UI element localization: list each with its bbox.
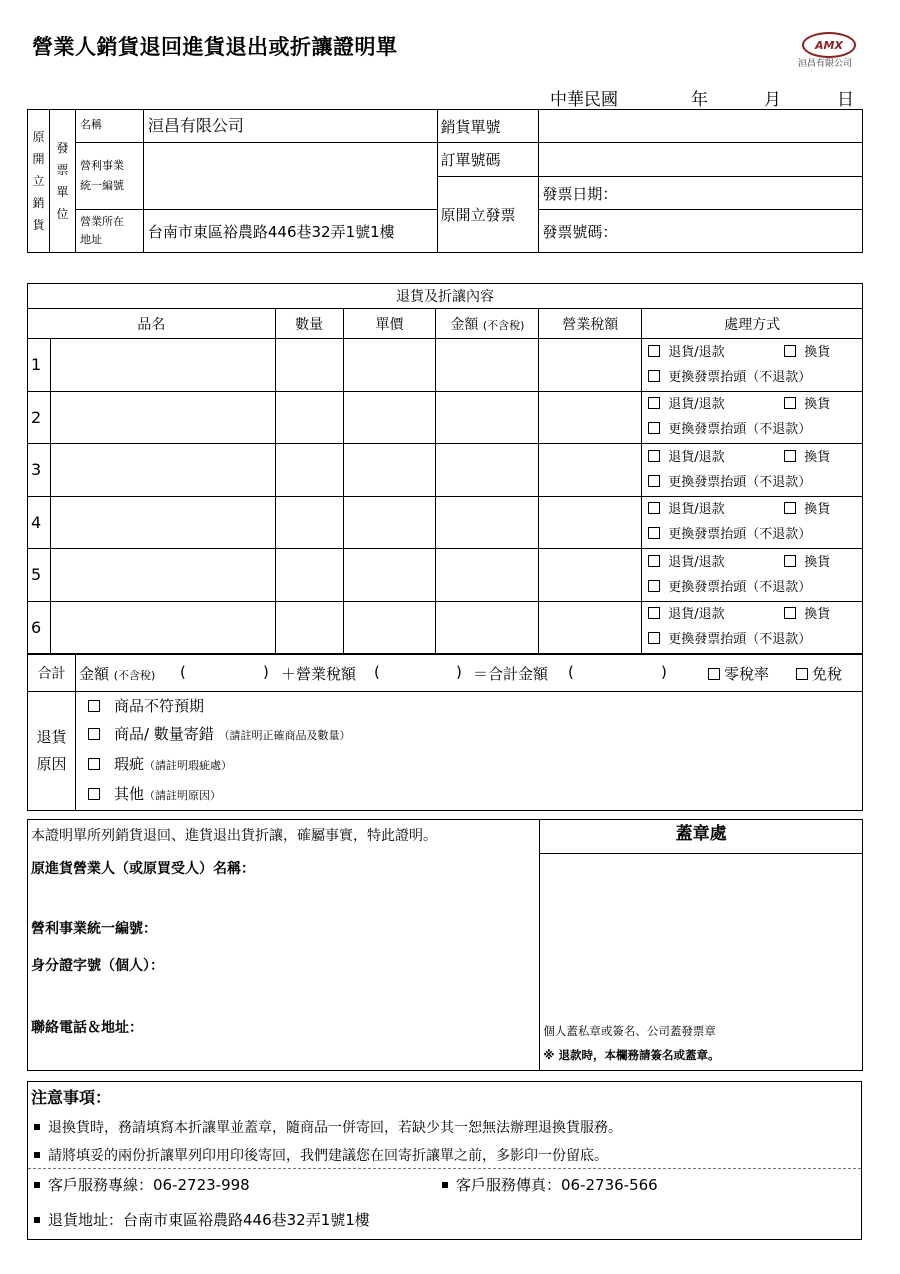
- method-line-1: [648, 550, 862, 575]
- buyer-taxid-label: 營利事業統一編號：: [31, 921, 157, 937]
- item-tax-field[interactable]: [539, 601, 642, 654]
- total-amount-note: (不含稅): [113, 669, 156, 682]
- unit-char: 位: [56, 207, 69, 221]
- note-1: [34, 1117, 622, 1137]
- item-method-cell: [642, 496, 863, 549]
- exchange-label: 換貨: [804, 554, 831, 570]
- stamp-note-2: ※ 退款時，本欄務請簽名或蓋章。: [543, 1048, 720, 1062]
- item-amount-field[interactable]: [436, 601, 539, 654]
- method-line-2: [648, 627, 862, 652]
- notes-title: 注意事項：: [31, 1088, 112, 1107]
- item-method-cell: [642, 601, 863, 654]
- header-qty: 數量: [275, 309, 343, 339]
- method-line-2: [648, 470, 862, 495]
- amount-open-paren: (: [179, 663, 186, 681]
- method-line-1: [648, 602, 862, 627]
- item-qty-field[interactable]: [275, 444, 343, 497]
- item-qty-field[interactable]: [275, 549, 343, 602]
- item-tax-field[interactable]: [539, 549, 642, 602]
- certify-statement: 本證明單所列銷貨退回、進貨退出貨折讓，確屬事實，特此證明。: [31, 828, 437, 844]
- exchange-option: [784, 550, 830, 575]
- header-amount: [436, 309, 539, 339]
- logo-name: 洹昌有限公司: [798, 59, 853, 69]
- total-label: 合計: [28, 655, 76, 692]
- buyer-id-label: 身分證字號（個人）：: [31, 958, 164, 974]
- row-number: 2: [28, 391, 51, 444]
- buyer-name-label: 原進貨營業人（或原買受人）名稱：: [31, 861, 255, 877]
- change-title-label: 更換發票抬頭（不退款）: [668, 527, 812, 543]
- service-fax: [442, 1174, 658, 1195]
- issuer-address-label: [75, 210, 143, 253]
- exchange-label: 換貨: [804, 502, 831, 518]
- refund-label: 退貨/退款: [668, 344, 725, 360]
- address-label-line: 營業所在: [79, 215, 124, 229]
- reason-option-1: [88, 692, 862, 720]
- header-amount-note: (不含稅): [482, 318, 525, 332]
- reason-option-3: [88, 750, 862, 780]
- exchange-checkbox[interactable]: [784, 345, 796, 357]
- item-row: [28, 444, 863, 497]
- refund-checkbox[interactable]: [648, 502, 660, 514]
- notes-box: [27, 1081, 862, 1240]
- row-number: 5: [28, 549, 51, 602]
- reason-text: 瑕疵: [113, 755, 144, 773]
- method-line-2: [648, 417, 862, 442]
- refund-checkbox[interactable]: [648, 555, 660, 567]
- order-no-field[interactable]: [539, 143, 863, 176]
- header-price: 單價: [343, 309, 436, 339]
- sum-close-paren: ): [660, 663, 667, 681]
- note-2-text: 請將填妥的兩份折讓單列印用印後寄回，我們建議您在回寄折讓單之前，多影印一份留底。: [48, 1148, 608, 1164]
- items-table: [27, 283, 863, 654]
- item-name-field[interactable]: [50, 391, 275, 444]
- item-method-cell: [642, 391, 863, 444]
- change-title-label: 更換發票抬頭（不退款）: [668, 579, 812, 595]
- totals-table: [27, 654, 863, 811]
- certify-table: [27, 819, 863, 1071]
- method-line-1: [648, 392, 862, 417]
- method-line-2: [648, 365, 862, 390]
- header-amount-label: 金額: [450, 316, 479, 333]
- reason-text: 商品/ 數量寄錯: [113, 725, 214, 743]
- orig-char: 開: [32, 152, 45, 166]
- item-name-field[interactable]: [50, 496, 275, 549]
- item-name-field[interactable]: [50, 601, 275, 654]
- change-title-checkbox[interactable]: [648, 527, 660, 539]
- exchange-checkbox[interactable]: [784, 397, 796, 409]
- orig-char: 原: [32, 130, 45, 144]
- total-amount: [79, 663, 155, 684]
- total-sum-label: ＝合計金額: [472, 665, 548, 683]
- exchange-label: 換貨: [804, 344, 831, 360]
- service-line-text: 客戶服務專線：06-2723-998: [48, 1176, 250, 1194]
- row-number: 6: [28, 601, 51, 654]
- item-name-field[interactable]: [50, 444, 275, 497]
- refund-checkbox[interactable]: [648, 450, 660, 462]
- page-title: 營業人銷貨退回進貨退出或折讓證明單: [32, 35, 398, 59]
- exchange-option: [784, 497, 830, 522]
- invoice-date-field[interactable]: 發票日期：: [539, 176, 863, 209]
- row-number: 3: [28, 444, 51, 497]
- return-address: [34, 1209, 370, 1230]
- orig-invoice-label: 原開立發票: [437, 176, 539, 252]
- logo-mark: [802, 32, 856, 58]
- reason-text: 商品不符預期: [113, 697, 204, 715]
- service-fax-text: 客戶服務傳真：06-2736-566: [456, 1176, 658, 1194]
- change-title-label: 更換發票抬頭（不退款）: [668, 474, 812, 490]
- issuer-taxid-label: [75, 143, 143, 210]
- item-price-field[interactable]: [343, 601, 436, 654]
- tax-free-label: 免稅: [811, 665, 842, 683]
- item-amount-field[interactable]: [436, 549, 539, 602]
- date-era: 中華民國: [550, 90, 618, 110]
- stamp-title: 蓋章處: [540, 820, 862, 854]
- sales-no-field[interactable]: [539, 110, 863, 143]
- method-line-1: [648, 445, 862, 470]
- zero-rate-option: [708, 663, 769, 684]
- row-number: 4: [28, 496, 51, 549]
- bullet-icon: [34, 1217, 40, 1223]
- issuer-orig-label: [28, 110, 50, 253]
- item-price-field[interactable]: [343, 549, 436, 602]
- item-method-cell: [642, 549, 863, 602]
- reason-options: [75, 692, 862, 811]
- issuer-taxid-field[interactable]: [143, 143, 437, 210]
- item-amount-field[interactable]: [436, 444, 539, 497]
- bullet-icon: [34, 1152, 40, 1158]
- change-title-label: 更換發票抬頭（不退款）: [668, 422, 812, 438]
- orig-char: 立: [32, 174, 45, 188]
- exchange-checkbox[interactable]: [784, 450, 796, 462]
- order-no-label: 訂單號碼: [437, 143, 539, 176]
- refund-label: 退貨/退款: [668, 554, 725, 570]
- item-price-field[interactable]: [343, 444, 436, 497]
- method-line-2: [648, 522, 862, 547]
- invoice-no-field[interactable]: 發票號碼：: [539, 210, 863, 253]
- reason-checkbox[interactable]: [88, 758, 100, 770]
- item-row: [28, 601, 863, 654]
- header-method: 處理方式: [642, 309, 863, 339]
- unit-char: 票: [56, 163, 69, 177]
- change-title-label: 更換發票抬頭（不退款）: [668, 369, 812, 385]
- reason-checkbox[interactable]: [88, 728, 100, 740]
- total-line: [75, 655, 862, 692]
- sales-no-label: 銷貨單號: [437, 110, 539, 143]
- zero-rate-label: 零稅率: [723, 665, 769, 683]
- items-section-title: 退貨及折讓內容: [28, 284, 863, 309]
- taxid-label-line: 統一編號: [79, 179, 124, 193]
- date-year: 年: [691, 90, 708, 110]
- amount-close-paren: ): [262, 663, 269, 681]
- reason-option-4: [88, 780, 862, 810]
- refund-checkbox[interactable]: [648, 607, 660, 619]
- item-name-field[interactable]: [50, 339, 275, 392]
- item-tax-field[interactable]: [539, 496, 642, 549]
- bullet-icon: [34, 1124, 40, 1130]
- buyer-contact-label: 聯絡電話＆地址：: [31, 1020, 143, 1036]
- issuer-address-value[interactable]: 台南市東區裕農路446巷32弄1號1樓: [143, 210, 437, 253]
- unit-char: 發: [56, 141, 69, 155]
- issuer-name-label: 名稱: [75, 110, 143, 143]
- item-qty-field[interactable]: [275, 496, 343, 549]
- refund-label: 退貨/退款: [668, 607, 725, 623]
- item-price-field[interactable]: [343, 496, 436, 549]
- change-title-checkbox[interactable]: [648, 632, 660, 644]
- item-row: [28, 339, 863, 392]
- tax-open-paren: (: [373, 663, 380, 681]
- reason-note: （請註明原因）: [143, 789, 221, 802]
- refund-label: 退貨/退款: [668, 397, 725, 413]
- exchange-label: 換貨: [804, 607, 831, 623]
- issuer-unit-label: [49, 110, 75, 253]
- reason-option-2: [88, 720, 862, 750]
- date-day: 日: [837, 90, 854, 110]
- total-tax-label: ＋營業稅額: [280, 665, 356, 683]
- refund-label: 退貨/退款: [668, 502, 725, 518]
- change-title-checkbox[interactable]: [648, 580, 660, 592]
- item-price-field[interactable]: [343, 339, 436, 392]
- return-address-text: 退貨地址：台南市東區裕農路446巷32弄1號1樓: [48, 1211, 370, 1229]
- company-logo: [798, 32, 860, 68]
- sum-open-paren: (: [567, 663, 574, 681]
- reason-label-line: 原因: [36, 755, 67, 773]
- item-row: [28, 549, 863, 602]
- method-line-1: [648, 497, 862, 522]
- reason-note: （請註明正確商品及數量）: [218, 729, 351, 742]
- tax-free-option: [796, 663, 842, 684]
- change-title-checkbox[interactable]: [648, 422, 660, 434]
- total-amount-label: 金額: [78, 665, 109, 683]
- exchange-option: [784, 602, 830, 627]
- tax-free-checkbox[interactable]: [796, 668, 808, 680]
- item-method-cell: [642, 339, 863, 392]
- header-name: 品名: [28, 309, 276, 339]
- note-1-text: 退換貨時，務請填寫本折讓單並蓋章，隨商品一併寄回，若缺少其一恕無法辦理退換貨服務。: [48, 1120, 622, 1136]
- item-row: [28, 496, 863, 549]
- item-qty-field[interactable]: [275, 339, 343, 392]
- date-month: 月: [764, 90, 781, 110]
- item-qty-field[interactable]: [275, 391, 343, 444]
- method-line-2: [648, 575, 862, 600]
- exchange-option: [784, 340, 830, 365]
- reason-checkbox[interactable]: [88, 788, 100, 800]
- exchange-option: [784, 445, 830, 470]
- taxid-label-line: 營利事業: [79, 159, 124, 173]
- item-name-field[interactable]: [50, 549, 275, 602]
- tax-close-paren: ): [455, 663, 462, 681]
- reason-note: （請註明瑕疵處）: [143, 759, 232, 772]
- notes-divider: [28, 1168, 861, 1169]
- address-label-line: 地址: [79, 233, 102, 247]
- stamp-note-1: 個人蓋私章或簽名、公司蓋發票章: [543, 1024, 716, 1038]
- item-amount-field[interactable]: [436, 391, 539, 444]
- method-line-1: [648, 340, 862, 365]
- exchange-checkbox[interactable]: [784, 555, 796, 567]
- change-title-label: 更換發票抬頭（不退款）: [668, 632, 812, 648]
- reason-label: [28, 692, 76, 811]
- certify-body: [28, 820, 540, 1071]
- item-qty-field[interactable]: [275, 601, 343, 654]
- bullet-icon: [442, 1182, 448, 1188]
- exchange-checkbox[interactable]: [784, 607, 796, 619]
- orig-char: 貨: [32, 218, 45, 232]
- item-method-cell: [642, 444, 863, 497]
- item-tax-field[interactable]: [539, 444, 642, 497]
- item-tax-field[interactable]: [539, 391, 642, 444]
- note-2: [34, 1145, 608, 1165]
- exchange-option: [784, 392, 830, 417]
- orig-char: 銷: [32, 196, 45, 210]
- stamp-area[interactable]: [540, 820, 863, 1071]
- change-title-checkbox[interactable]: [648, 370, 660, 382]
- issuer-name-value[interactable]: 洹昌有限公司: [143, 110, 437, 143]
- reason-text: 其他: [113, 785, 144, 803]
- unit-char: 單: [56, 185, 69, 199]
- refund-label: 退貨/退款: [668, 449, 725, 465]
- row-number: 1: [28, 339, 51, 392]
- reason-checkbox[interactable]: [88, 700, 100, 712]
- item-amount-field[interactable]: [436, 496, 539, 549]
- bullet-icon: [34, 1182, 40, 1188]
- exchange-label: 換貨: [804, 397, 831, 413]
- refund-checkbox[interactable]: [648, 397, 660, 409]
- item-tax-field[interactable]: [539, 339, 642, 392]
- issuer-table: [27, 109, 863, 253]
- exchange-checkbox[interactable]: [784, 502, 796, 514]
- refund-checkbox[interactable]: [648, 345, 660, 357]
- header-tax: 營業稅額: [539, 309, 642, 339]
- reason-label-line: 退貨: [36, 728, 67, 746]
- exchange-label: 換貨: [804, 449, 831, 465]
- change-title-checkbox[interactable]: [648, 475, 660, 487]
- service-line: [34, 1174, 250, 1195]
- item-row: [28, 391, 863, 444]
- zero-rate-checkbox[interactable]: [708, 668, 720, 680]
- logo-mark-text: AMX: [815, 39, 843, 52]
- item-amount-field[interactable]: [436, 339, 539, 392]
- item-price-field[interactable]: [343, 391, 436, 444]
